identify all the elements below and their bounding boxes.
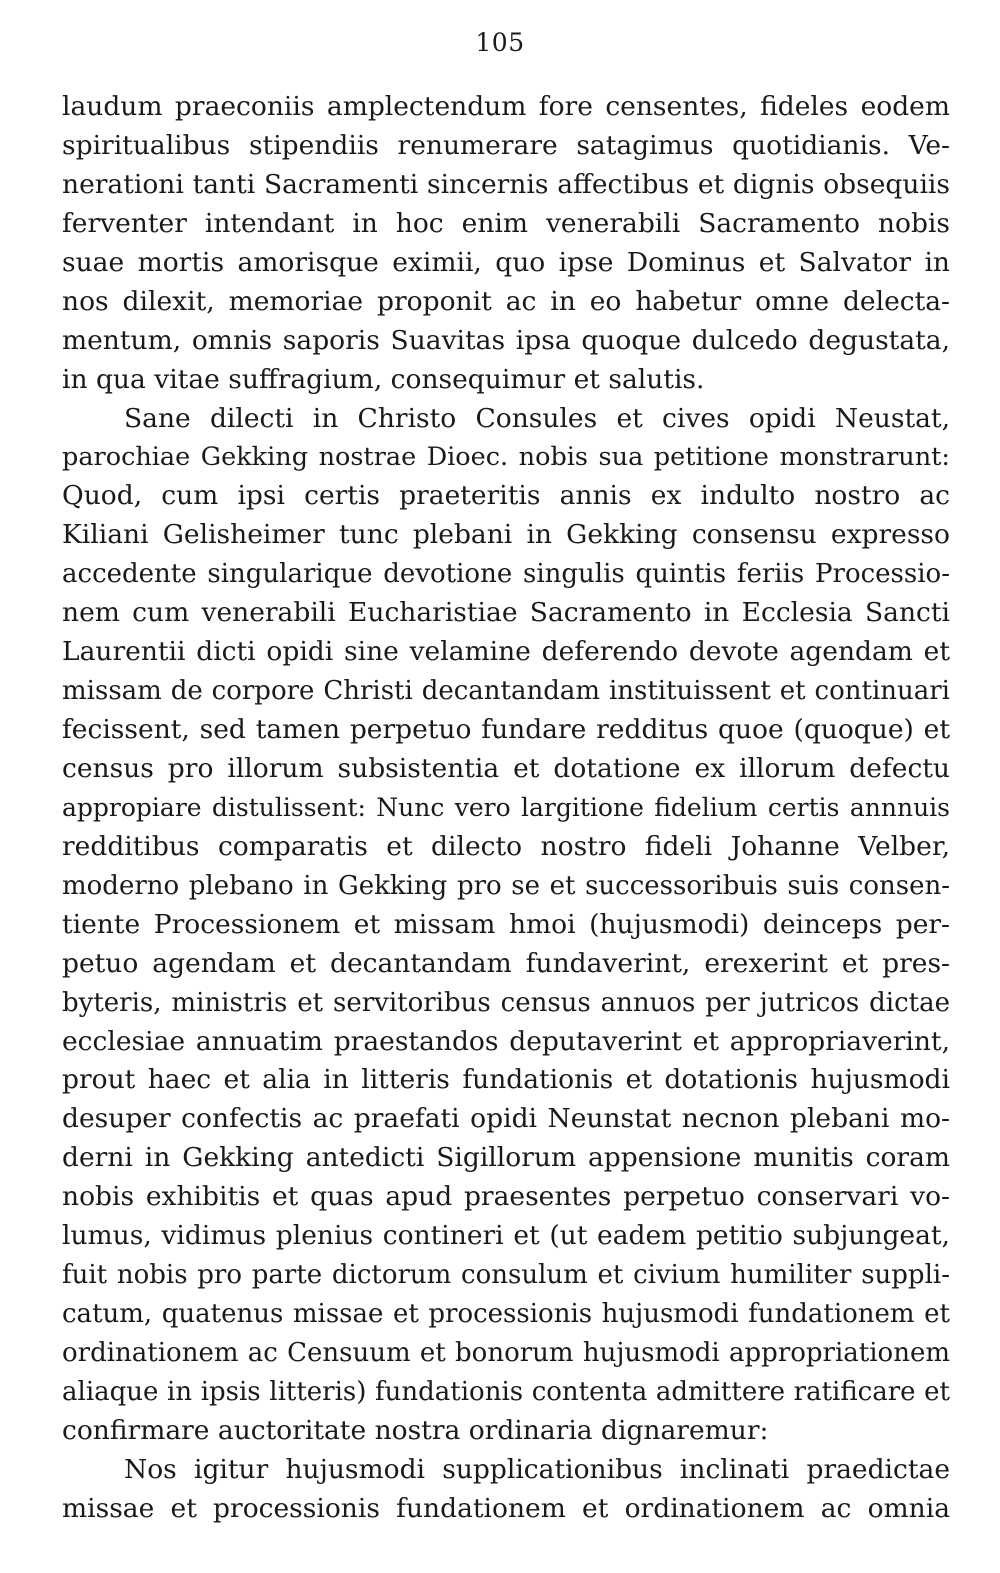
text-line: Nos igitur hujusmodi supplicationibus inclinati praedictae xyxy=(124,1453,950,1485)
page-number: 105 xyxy=(475,28,525,57)
text-line: ferventer intendant in hoc enim venerabili Sacramento nobis xyxy=(62,207,950,239)
body-text xyxy=(62,88,950,1529)
text-line: aliaque in ipsis litteris) fundationis contenta admittere ratificare et xyxy=(62,1376,950,1407)
text-line: tiente Processionem et missam hmoi (hujusmodi) deinceps per- xyxy=(62,908,950,940)
text-line: confirmare auctoritate nostra ordinaria dignaremur: xyxy=(62,1414,769,1446)
text-line: petuo agendam et decantandam fundaverint, erexerint et pres- xyxy=(62,947,950,979)
text-line: census pro illorum subsistentia et dotatione ex illorum defectu xyxy=(62,752,950,784)
text-line: mentum, omnis saporis Suavitas ipsa quoque dulcedo degustata, xyxy=(62,324,950,356)
text-line: catum, quatenus missae et processionis hujusmodi fundationem et xyxy=(62,1299,950,1330)
text-line: redditibus comparatis et dilecto nostro fideli Johanne Velber, xyxy=(62,830,950,862)
text-line: missam de corpore Christi decantandam instituissent et continuari xyxy=(62,676,950,707)
text-line: Kiliani Gelisheimer tunc plebani in Gekking consensu expresso xyxy=(62,519,950,551)
text-line: Sane dilecti in Christo Consules et cives opidi Neustat, xyxy=(124,402,950,434)
text-line: moderno plebano in Gekking pro se et successoribuis suis consen- xyxy=(62,870,950,901)
text-line: suae mortis amorisque eximii, quo ipse Dominus et Salvator in xyxy=(62,246,950,278)
text-line: accedente singularique devotione singulis quintis feriis Processio- xyxy=(62,559,950,590)
text-line: fecissent, sed tamen perpetuo fundare redditus quoe (quoque) et xyxy=(62,714,950,745)
text-line: Quod, cum ipsi certis praeteritis annis ex indulto nostro ac xyxy=(62,480,950,512)
text-line: byteris, ministris et servitoribus census annuos per jutricos dictae xyxy=(62,987,950,1018)
text-line: spiritualibus stipendiis renumerare satagimus quotidianis. Ve- xyxy=(62,129,950,161)
text-line: missae et processionis fundationem et ordinationem ac omnia xyxy=(62,1492,950,1524)
text-line: desuper confectis ac praefati opidi Neunstat necnon plebani mo- xyxy=(62,1103,950,1135)
text-line: prout haec et alia in litteris fundationis et dotationis hujusmodi xyxy=(62,1064,950,1096)
text-line: nerationi tanti Sacramenti sincernis affectibus et dignis obsequiis xyxy=(62,168,950,200)
text-line: lumus, vidimus plenius contineri et (ut eadem petitio subjungeat, xyxy=(62,1220,950,1252)
text-line: derni in Gekking antedicti Sigillorum appensione munitis coram xyxy=(62,1142,950,1174)
text-line: nobis exhibitis et quas apud praesentes perpetuo conservari vo- xyxy=(62,1181,950,1213)
text-line: fuit nobis pro parte dictorum consulum et civium humiliter suppli- xyxy=(62,1260,950,1291)
text-line: nos dilexit, memoriae proponit ac in eo habetur omne delecta- xyxy=(62,285,950,317)
text-line: ecclesiae annuatim praestandos deputaverint et appropriaverint, xyxy=(62,1025,950,1057)
text-line: parochiae Gekking nostrae Dioec. nobis sua petitione monstrarunt: xyxy=(62,442,950,473)
text-line: in qua vitae suffragium, consequimur et salutis. xyxy=(62,363,705,395)
text-line: laudum praeconiis amplectendum fore censentes, fideles eodem xyxy=(62,91,950,122)
text-line: Laurentii dicti opidi sine velamine deferendo devote agendam et xyxy=(62,636,950,668)
text-line: appropiare distulissent: Nunc vero largitione fidelium certis annnuis xyxy=(62,792,950,822)
text-line: nem cum venerabili Eucharistiae Sacramento in Ecclesia Sancti xyxy=(62,597,950,629)
text-line: ordinationem ac Censuum et bonorum hujusmodi appropriationem xyxy=(62,1338,950,1368)
